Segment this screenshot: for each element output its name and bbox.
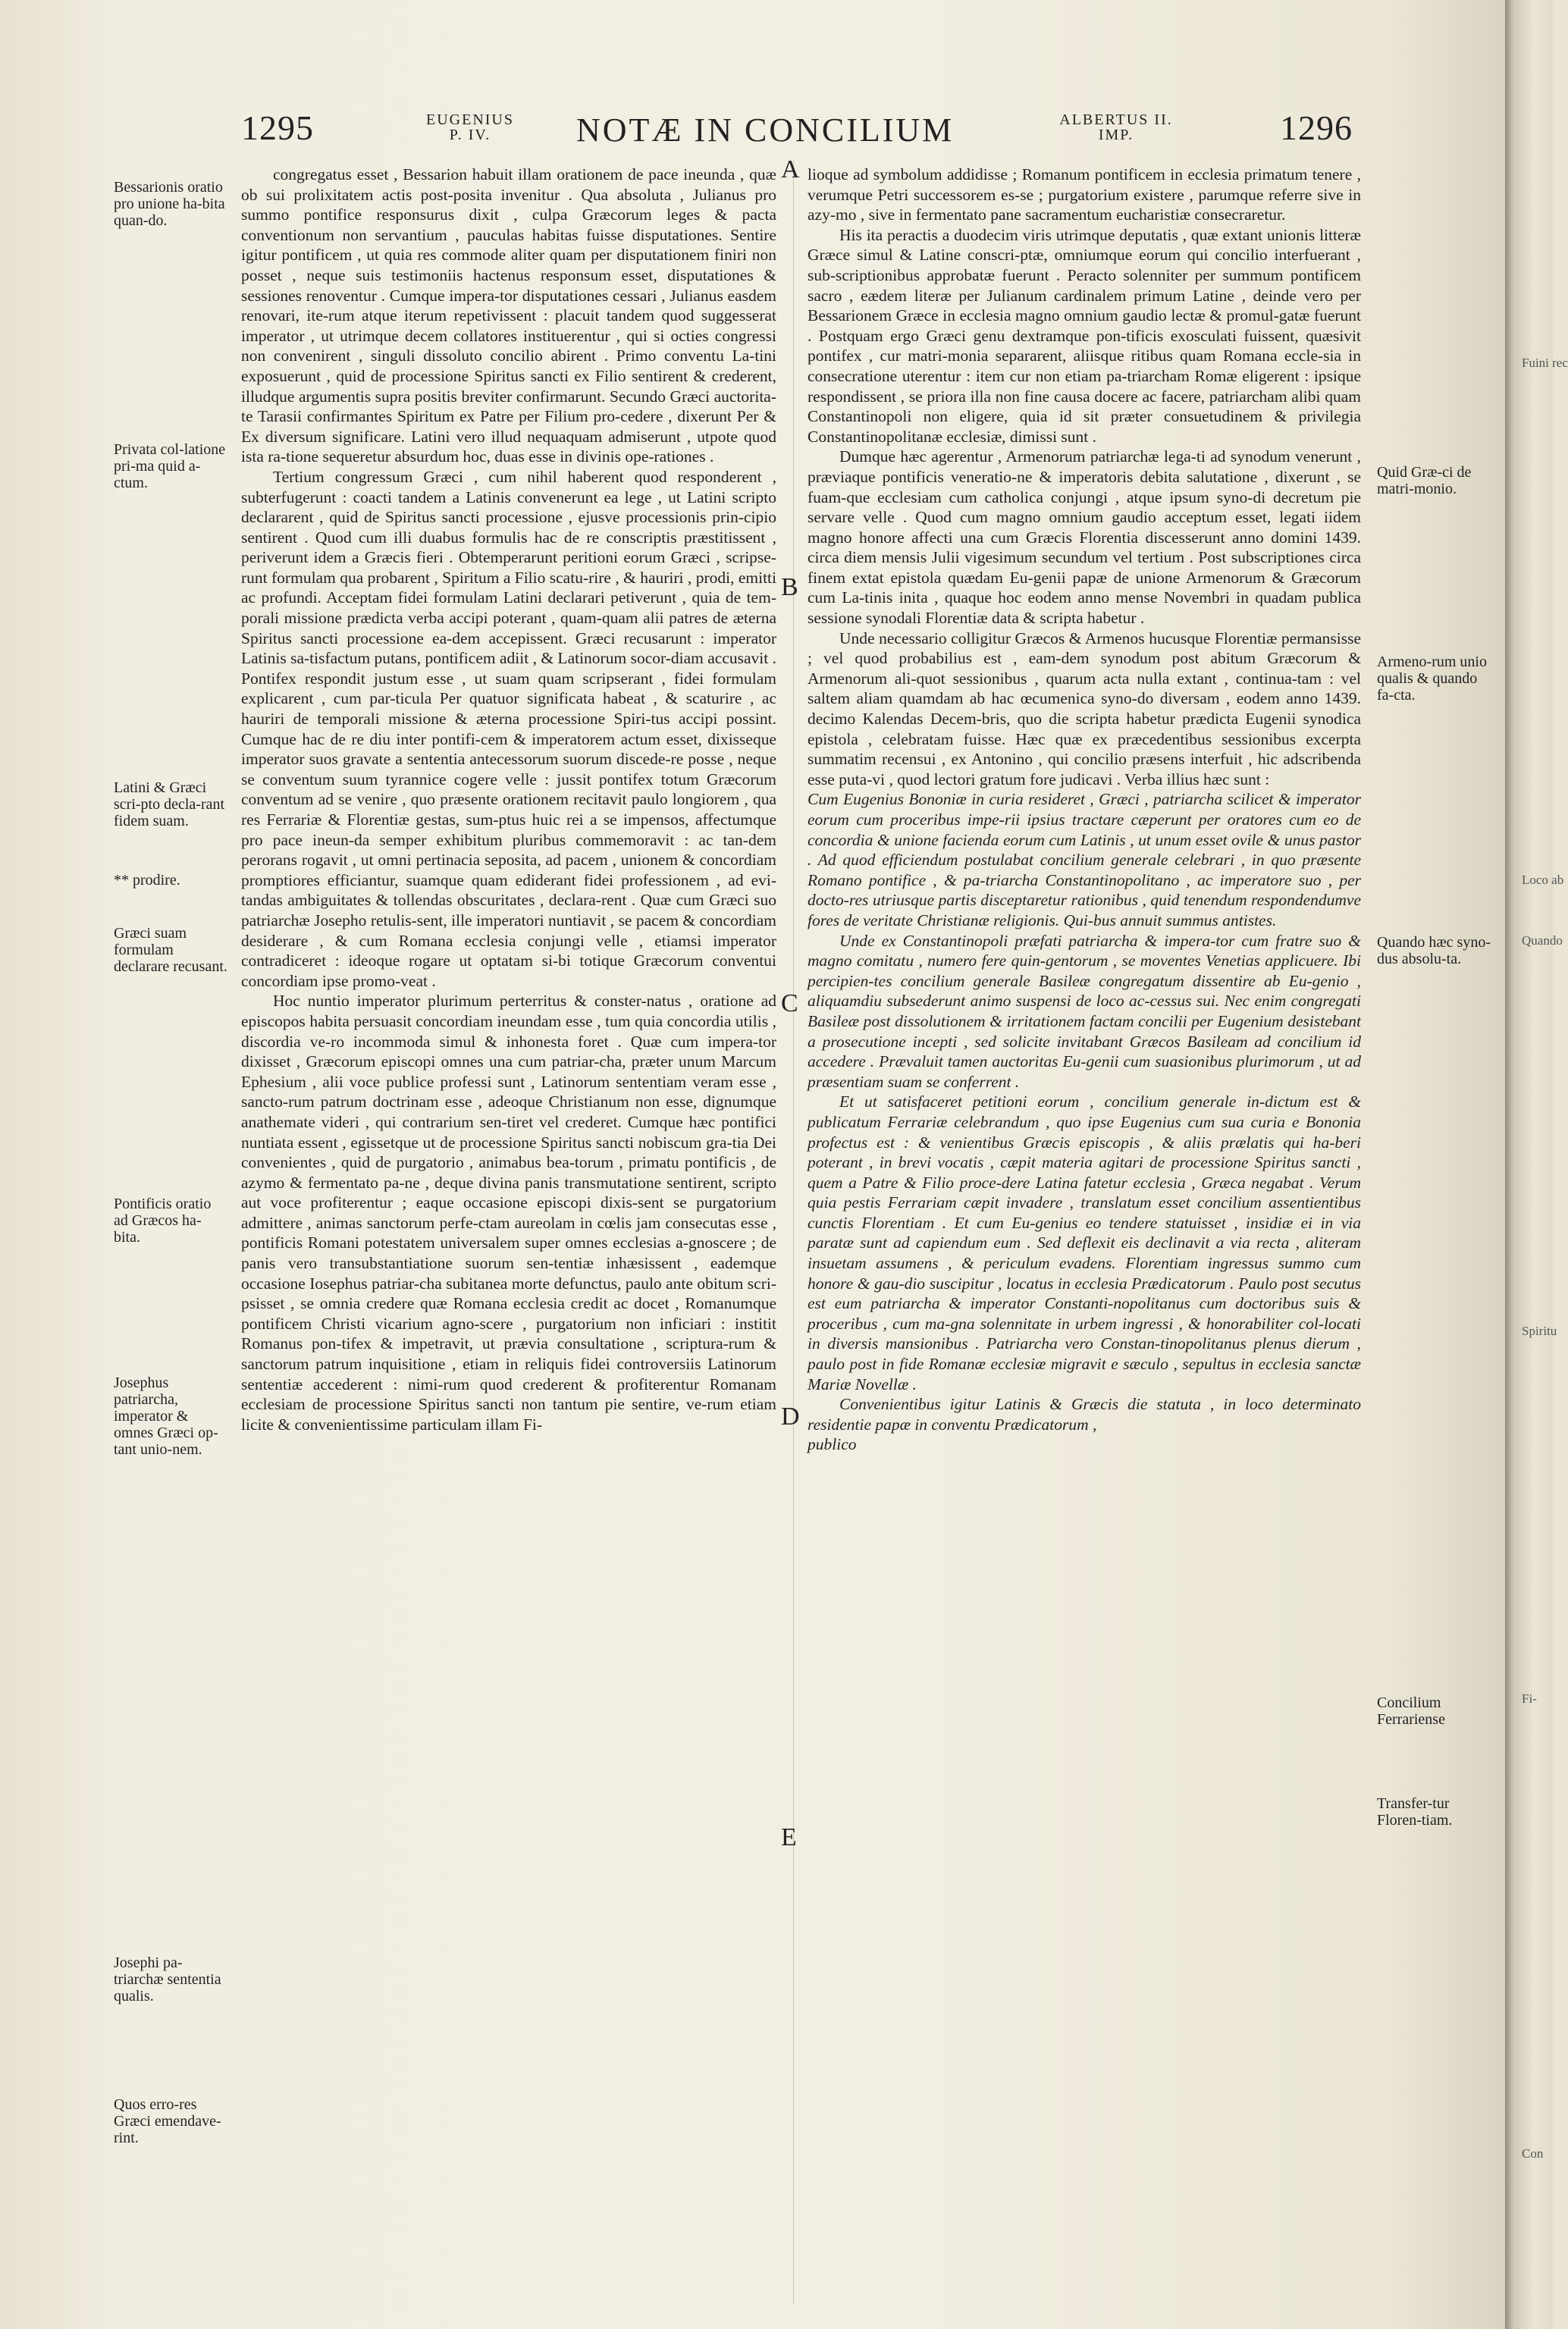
running-title-left-line2: P. IV. [449, 127, 491, 143]
margin-note-left: ** prodire. [114, 872, 180, 889]
right-text-column [808, 165, 1361, 1455]
running-title-left [394, 112, 546, 143]
next-page-text: Quando [1522, 933, 1563, 948]
section-letter-c: C [781, 989, 798, 1017]
margin-note-left: Latini & Græci scri-pto decla-rant fidem suam. [114, 779, 225, 829]
section-letter-e: E [781, 1823, 797, 1851]
section-letter-a: A [781, 155, 800, 183]
page-header [0, 108, 1505, 153]
margin-note-left: Josephi pa-triarchæ sententia qualis. [114, 1954, 221, 2005]
running-title-right-line1: ALBERTUS II. [1059, 111, 1173, 128]
next-page-text: Fuini rec [1522, 356, 1568, 370]
margin-note-right: Quid Græ-ci de matri-monio. [1377, 464, 1472, 497]
paragraph: congregatus esset , Bessarion habuit illam orationem de pace ineunda , quæ ob sui prolixitatem actis post-posita invenitur . Qua absoluta , Julianus pro summo pontifice responsurus dixit , culpa Græcorum leges & pacta conventionum non servantium , pauculas habitas fuisse disputationes. Sentire igitur pontificem , ut quia res commode aliter quam per disputationem finiri non posset , neque suis testimoniis hactenus responsum esset, disputationes & sessiones renoventur . Cumque impera-tor disputationes cessari , Julianus easdem renovari, ite-rum atque iterum repetivissent : placuit tandem quod suggesserat imperator , ut utrimque decem collatores instituerentur , qui si octies congressi non convenirent , singuli dissoluto concilio abirent . Primo conventu La-tini exposuerunt , quid de processione Spiritus sancti ex Filio sentirent & crederent, illudque argumentis supra positis breviter confirmarunt. Secundo Græci auctorita-te Tarasii confirmantes Spiritum ex Patre per Filium pro-cedere , dixerunt Per & Ex diversum significare. Latini vero illud nequaquam admiserunt , utpote quod ista ra-tione sequeretur absurdum hoc, duas esse in divinis ope-rationes . [241, 165, 776, 466]
next-page-text: Loco ab [1522, 873, 1564, 887]
page-number-left: 1295 [241, 108, 314, 147]
margin-note-left: Quos erro-res Græci emendave-rint. [114, 2096, 221, 2146]
paragraph: Dumque hæc agerentur , Armenorum patriarchæ lega-ti ad synodum venerunt , præviaque pontificis veneratio-ne & imperatoris debita salutatione , dixerunt , se fuam-que ecclesiam cum catholica conjungi , atque ipsum syno-di decretum pie servare velle . Quod cum magno omnium gaudio acceptum esset, legati iidem magno honore affecti una cum Græcis Florentia discesserunt anno domini 1439. circa diem mensis Julii vigesimum secundum vel tertium . Post subscriptiones circa finem extat epistola quædam Eu-genii papæ de unione Armenorum & Græcorum cum La-tinis inita , quaque hoc eodem anno mense Novembri in quadam publica sessione synodali Florentiæ data & scripta habetur . [808, 447, 1361, 628]
margin-note-right: Concilium Ferrariense [1377, 1694, 1445, 1728]
paragraph: Hoc nuntio imperator plurimum perterritus & conster-natus , oratione ad episcopos habita persuasit concordiam ineundam esse , tum quia concordia utilis , discordia ve-ro incommoda simul & inhonesta foret . Quæ cum impera-tor dixisset , Græcorum episcopi omnes una cum patriar-cha, præter unum Marcum Ephesium , alii voce publice professi sunt , Latinorum sententiam veram esse , sancto-rum patrum doctrinam esse , adeoque Christianum non esse, dignumque anathemate videri , qui contrarium sen-tiret vel crederet. Cumque hæc pontifici nuntiata essent , egissetque ut de processione Spiritus sancti nobiscum gra-tia Dei convenientes , quid de purgatorio , animabus bea-torum , primatu pontificis , de azymo & fermentato pa-ne , deque divina panis transmutatione sentirent, scripto aut voce profiterentur ; eaque occasione episcopi dixis-sent se purgatorium admittere , animas sanctorum perfe-ctam aureolam in cœlis jam consecutas esse , pontificis Romani potestatem universalem super omnes ecclesias a-gnoscere ; de panis vero transubstantiatione suorum sen-tentiæ inhæsissent , eademque occasione Iosephus patriar-cha subitanea morte defunctus, paulo ante obitum scri-psisset , se omnia credere quæ Romana ecclesia credit ac docet , Romanumque pontificem Christi vicarium agno-scere , purgatorium non inficiari : institit Romanus pon-tifex & impetravit, ut prævia consultatione , scriptura-rum & sanctorum patrum inquisitione , etiam in reliquis fidei controversiis Latinorum sententiæ accederent : nimi-rum quod crederent & profiterentur Romanam ecclesiam de processione Spiritus sancti non tantum pie sentire, ve-rum etiam licite & convenientissime particulam illam Fi- [241, 992, 776, 1434]
next-page-text: Con [1522, 2146, 1544, 2161]
next-page-edge [1505, 0, 1568, 2329]
section-letter-b: B [781, 573, 798, 601]
paragraph: Unde necessario colligitur Græcos & Armenos hucusque Florentiæ permansisse ; vel quod probabilius est , eam-dem synodum post abitum Græcorum & Armenorum ali-quot sessionibus , quarum acta nulla extant , continua-tam : vel saltem aliam quamdam ab hac œcumenica syno-do diversam , eodem anno 1439. decimo Kalendas Decem-bris, quo die scripta habetur prædicta Eugenii synodica epistola , celebratam fuisse. Hæc quæ ex præcedentibus sessionibus excerpta summatim recensui , ex Antonino , qui concilio præsens interfuit , hic adscribenda esse puta-vi , quod lectori gratum fore judicavi . Verba illius hæc sunt : [808, 628, 1361, 788]
running-title-right-line2: IMP. [1098, 127, 1134, 143]
page-number-right: 1296 [1280, 108, 1353, 147]
margin-note-left: Josephus patriarcha, imperator & omnes Græci op-tant unio-nem. [114, 1375, 218, 1458]
section-letter-d: D [781, 1403, 800, 1431]
next-page-text: Spiritu [1522, 1324, 1557, 1338]
paragraph: His ita peractis a duodecim viris utrimque deputatis , quæ extant unionis litteræ Græce simul & Latine conscri-ptæ, omniumque eorum qui concilio interfuerant , sub-scriptionibus approbatæ fuerunt . Peracto solenniter per summum pontificem sacro , eædem literæ per Julianum cardinalem primum Latine , deinde vero per Bessarionem Græce in ecclesia magno omnium gaudio lectæ & promul-gatæ fuerunt . Postquam ergo Græci genu dextramque pon-tificis exosculati fuissent, quæsivit pontifex , cur matri-monia separarent, aliisque ritibus quam Romana eccle-sia in consecratione uterentur : item cur non etiam pa-triarcham Romæ eligerent : ipsique respondissent , se priora illa non fine causa docere ac facere, patriarcham alibi quam Constantinopoli non eligere, quia id sit præter consuetudinem & privilegia Constantinopolitanæ ecclesiæ, dimissi sunt . [808, 225, 1361, 446]
quotation-paragraph: Cum Eugenius Bononiæ in curia resideret , Græci , patriarcha scilicet & imperator eorum cum proceribus impe-rii ipsius tractare cæperunt per oratores cum eo de concordia & unione facienda eorum cum Latinis , ut unum esset ovile & unus pastor . Ad quod efficiendum postulabat concilium generale celebrari , in quo præsente Romano pontifice , & pa-triarcha Constantinopolitano , ac imperatore suo , per docto-res utriusque partis disceptaretur rationibus , quid tenendum respondendumve fores de veritate Christianæ religionis. Qui-bus annuit summus antistes. [808, 790, 1361, 929]
margin-note-right: Quando hæc syno-dus absolu-ta. [1377, 934, 1491, 967]
running-title-left-line1: EUGENIUS [426, 111, 514, 128]
margin-note-left: Bessarionis oratio pro unione ha-bita quan-do. [114, 179, 225, 229]
margin-note-left: Græci suam formulam declarare recusant. [114, 925, 227, 975]
paragraph: lioque ad symbolum addidisse ; Romanum pontificem in ecclesia primatum tenere , verumque Petri successorem es-se ; purgatorium existere , parumque referre sive in azy-mo , sive in fermentato pane sacramentum eucharistiæ consecraretur. [808, 165, 1361, 224]
running-title-right [1033, 112, 1200, 143]
paragraph: Tertium congressum Græci , cum nihil haberent quod responderent , subterfugerunt : coacti tandem a Latinis convenerunt ea lege , ut Latini scripto declararent , quid de Spiritus sancti processione , ejusve processionis prin-cipio sentirent . Quod cum illi duabus formulis hac de re conscriptis præstitissent , periverunt idem a Græcis fieri . Obtemperarunt peritioni eorum Græci , scripse-runt formulam qua probarent , Spiritum a Filio scatu-rire , & hauriri , prodi, emitti ac profundi. Acceptam fidei formulam Latini declarari petiverunt , quia de tem-porali missione prædicta verba accipi poterant , quam-quam alii patres de æterna Spiritus sancti processione ea-dem accepissent. Græci recusarunt : imperator Latinis sa-tisfactum putans, pontificem adiit , & Latinorum socor-diam accusavit . Pontifex respondit justum esse , ut suam quam scripserant , fidei formulam explicarent , cum par-ticula Per quatuor significata habeat , & scaturire , ac hauriri de temporali missione & æterna processione Spiri-tus accipi possint. Cumque hac de re diu inter pontifi-cem & imperatorem actum esset, dixisseque imperator suos gravate a sententia antecessorum suorum discede-re posse , neque se conventum suum tyrannice cogere velle : jussit pontifex totum Græcorum conventum ad se venire , quo præsente orationem recitavit paulo longiorem , qua res Ferrariæ & Florentiæ gestas, sum-ptus huic rei a se impensos, affectumque pro pace ineun-da semper exhibitum pluribus commemoravit : ac tan-dem perorans rogavit , ut omni pertinacia seposita, ad pacem , unionem & concordiam promptiores efficiantur, suamque quam ediderant fidei professionem , ad evi-tandas ambiguitates & tollendas obscuritates , declara-rent . Quæ cum Græci suo patriarchæ Josepho retulis-sent, ille imperatori nuntiavit , se pacem & concordiam desiderare , & cum Romana ecclesia conjungi velle , etiamsi imperator contradiceret : ideoque rogare ut optatam si-bi totique Græcorum conventui concordiam ipse promo-veat . [241, 467, 776, 990]
margin-note-left: Privata col-latione pri-ma quid a-ctum. [114, 441, 226, 491]
catchword: publico [808, 1435, 857, 1454]
margin-note-right: Transfer-tur Floren-tiam. [1377, 1795, 1453, 1829]
next-page-text: Fi- [1522, 1691, 1537, 1706]
column-divider [793, 159, 794, 2305]
margin-note-right: Armeno-rum unio qualis & quando fa-cta. [1377, 654, 1487, 704]
page-title: NOTÆ IN CONCILIUM [576, 111, 955, 149]
quotation-paragraph: Unde ex Constantinopoli præfati patriarcha & impera-tor cum fratre suo & magno comitatu , numero fere quin-gentorum , se moventes Venetias applicuere. Ibi percipien-tes concilium generale Basileæ congregatum dissentire ab Eu-genio , aliquamdiu subsederunt animo suspensi de loco ac-cessus sui. Nec enim congregati Basileæ post dissolutionem & irritationem factam concilii per Eugenium desistebant a prosecutione incepti , sed solicite invitabant Græcos Basileam ad concilium id accedere . Prævaluit tamen auctoritas Eu-genii cum suasionibus plurimorum , ut ad præsentiam suam se conferrent . [808, 931, 1361, 1091]
margin-note-left: Pontificis oratio ad Græcos ha-bita. [114, 1196, 212, 1246]
quotation-paragraph: Convenientibus igitur Latinis & Græcis die statuta , in loco determinato residentie papæ in conventu Prædicatorum , [808, 1395, 1361, 1434]
left-text-column [241, 165, 776, 1434]
quotation-paragraph: Et ut satisfaceret petitioni eorum , concilium generale in-dictum est & publicatum Ferrariæ celebrandum , quo ipse Eugenius cum sua curia e Bononia profectus est : & venientibus Græcis episcopis , & aliis prælatis qui ha-beri poterant , in brevi vocatis , cæpit materia agitari de processione Spiritus sancti , quem a Patre & Filio proce-dere Latina fatetur ecclesia , Græca negabat . Verum quia pestis Ferrariam cæpit invadere , translatum esset concilium assentientibus cunctis Florentiam . Et cum Eu-genius eo tendere statuisset , insidiæ ei in via paratæ sunt ad capiendum eum . Sed deflexit eis declinavit a via recta , aliteram insuetam assumens , & periculum evadens. Florentiam ingressus summo cum honore & gau-dio suscipitur , locatus in ecclesia Prædicatorum . Paulo post secutus est eum patriarcha & imperator Constanti-nopolitanus cum doctoribus suis & proceribus , cum ma-gna solennitate in urbem ingressi , & honorabiliter col-locati in diversis mansionibus . Patriarcha vero Constan-tinopolitanus plenus dierum , paulo post in fide Romanæ ecclesiæ migravit e sæculo , sepultus in ecclesia sanctæ Mariæ Novellæ . [808, 1092, 1361, 1393]
